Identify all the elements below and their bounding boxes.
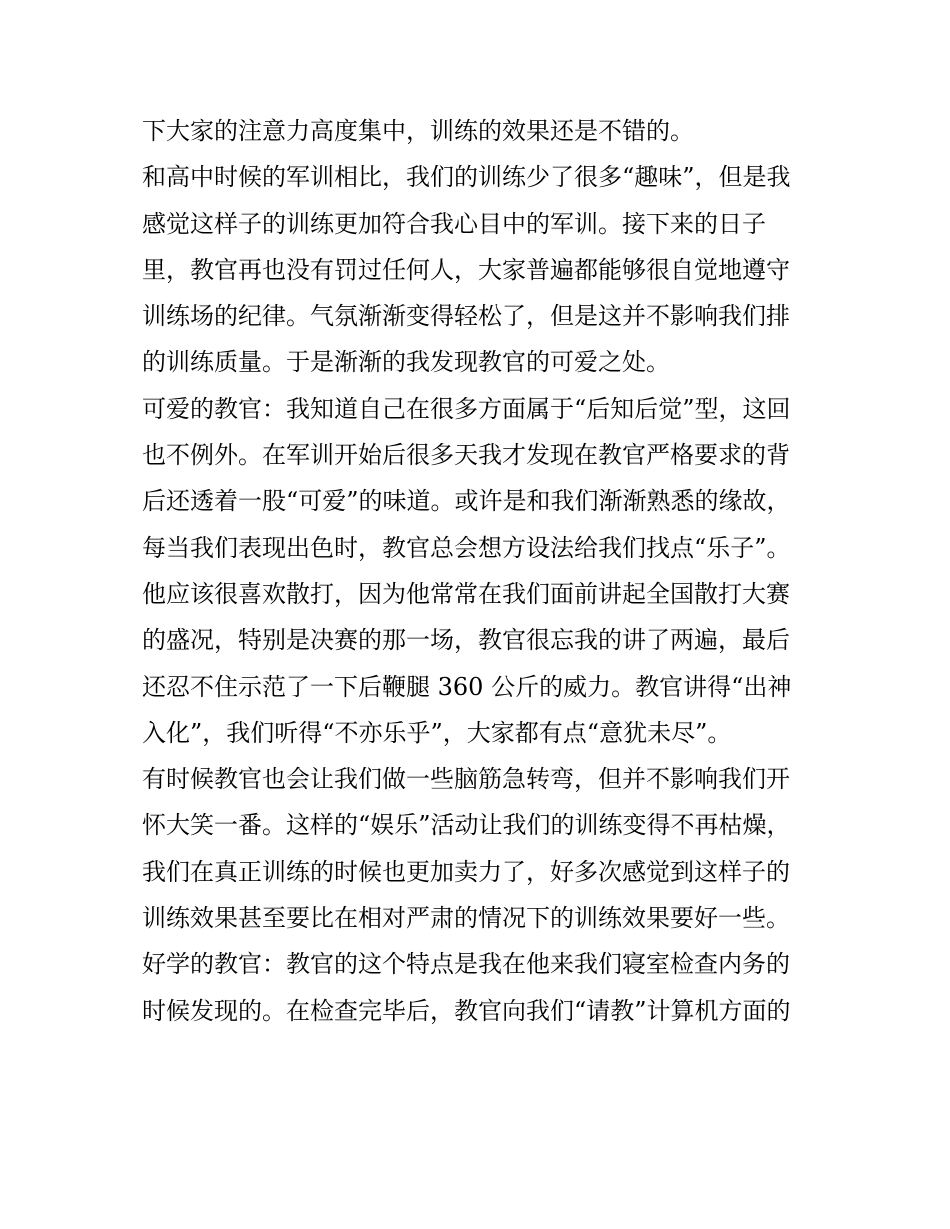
document-body (142, 108, 822, 1034)
text-line: 可爱的教官：我知道自己在很多方面属于“后知后觉”型，这回 (142, 394, 791, 423)
text-line: 也不例外。在军训开始后很多天我才发现在教官严格要求的背 (142, 441, 790, 470)
text-line: 我们在真正训练的时候也更加卖力了，好多次感觉到这样子的 (142, 857, 790, 886)
text-line: 还忍不住示范了一下后鞭腿 360 公斤的威力。教官讲得“出神 (142, 672, 792, 701)
text-line: 训练场的纪律。气氛渐渐变得轻松了，但是这并不影响我们排 (142, 302, 790, 331)
text-line: 入化”，我们听得“不亦乐乎”，大家都有点“意犹未尽”。 (142, 718, 732, 747)
text-line: 下大家的注意力高度集中，训练的效果还是不错的。 (142, 117, 694, 145)
text-line: 每当我们表现出色时，教官总会想方设法给我们找点“乐子”。 (142, 533, 791, 562)
text-line: 有时候教官也会让我们做一些脑筋急转弯，但并不影响我们开 (142, 765, 790, 794)
text-line: 的训练质量。于是渐渐的我发现教官的可爱之处。 (142, 348, 670, 377)
text-line: 训练效果甚至要比在相对严肃的情况下的训练效果要好一些。 (142, 904, 790, 933)
text-line: 怀大笑一番。这样的“娱乐”活动让我们的训练变得不再枯燥， (142, 811, 791, 840)
text-line: 好学的教官：教官的这个特点是我在他来我们寝室检查内务的 (142, 950, 790, 979)
text-line: 感觉这样子的训练更加符合我心目中的军训。接下来的日子 (142, 209, 766, 238)
text-line: 他应该很喜欢散打，因为他常常在我们面前讲起全国散打大赛 (142, 579, 790, 608)
text-line: 的盛况，特别是决赛的那一场，教官很忘我的讲了两遍，最后 (142, 626, 790, 655)
text-line: 里，教官再也没有罚过任何人，大家普遍都能够很自觉地遵守 (142, 255, 790, 284)
text-line: 时候发现的。在检查完毕后，教官向我们“请教”计算机方面的 (142, 996, 791, 1025)
text-line: 后还透着一股“可爱”的味道。或许是和我们渐渐熟悉的缘故， (142, 487, 791, 516)
text-line: 和高中时候的军训相比，我们的训练少了很多“趣味”，但是我 (142, 163, 791, 192)
